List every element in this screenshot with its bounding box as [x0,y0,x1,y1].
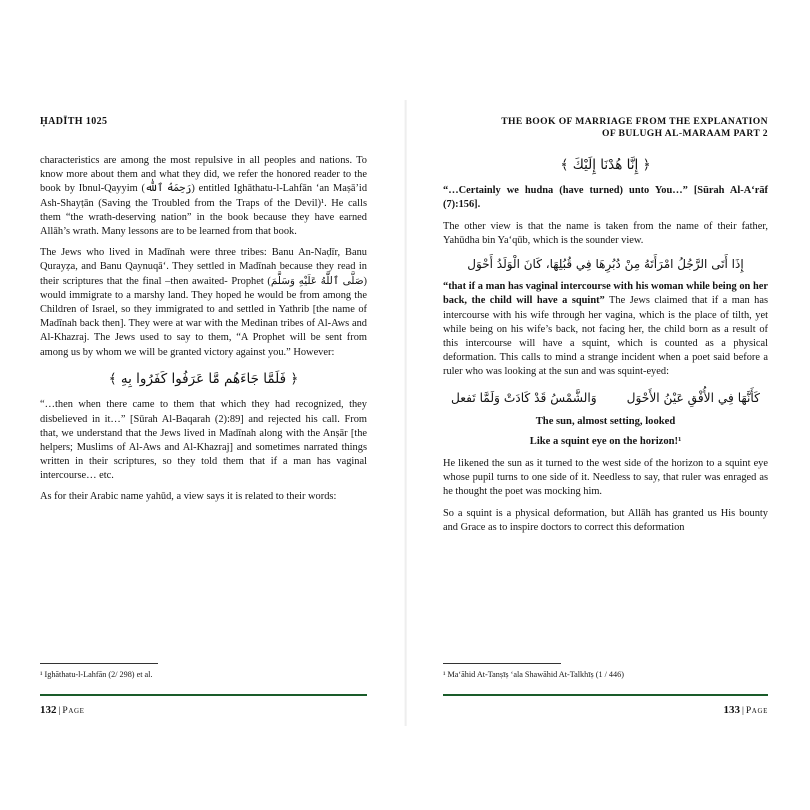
poetry-translation-line-2: Like a squint eye on the horizon!¹ [529,435,682,447]
right-running-head [443,116,768,141]
running-head-line-1: THE BOOK OF MARRIAGE FROM THE EXPLANATION [501,116,768,127]
right-folio: 133 | Page [723,704,768,716]
quran-verse-arabic: ﴿ فَلَمَّا جَاءَهُم مَّا عَرَفُوا كَفَرُوا بِهِ ﴾ [108,370,299,387]
paragraph: He likened the sun as it turned to the west side of the horizon to a squint eye whose pupil turns to one side of it. Needless to say, that ruler was enraged as he thought the poet was mocking him. [443,457,768,498]
footnote-rule [40,663,158,664]
right-footnote-area [443,663,768,680]
verse-translation-paragraph: “…then when there came to them that which they had recognized, they disbelieved in it…” [Sūrah Al-Baqarah (2):89] and rejected his call. From that, we understand that the Jews lived in Madīnah along with the Anṣār [the helpers; Muslims of Al-Aws and Al-Khazraj] and sometimes narrated things written in their scriptures, so they told them that if a man has vaginal intercourse… etc. [40,399,367,482]
final-paragraph: So a squint is a physical deformation, but Allāh has granted us His bounty and Grace as to inspire doctors to correct this deformation [443,507,768,533]
right-folio-word: Page [745,705,768,716]
hadith-arabic: إِذَا أَتَى الرَّجُلُ امْرَأَتَهُ مِنْ دُبُرِهَا فِي قُبُلِهَا، كَانَ الْوَلَدُ أَحْوَل [467,256,744,271]
poetry-arabic [443,389,768,409]
footnote-text: ¹ Ighāthatu-l-Lahfān (2/ 298) et al. [40,669,153,679]
poetry-hemistich-2: كَأَنَّهَا فِي الأُفْقِ عَيْنُ الأَحْوَل [626,390,760,405]
left-page-number: 132 [40,704,57,716]
poetry-hemistich-1: وَالشَّمْسُ قَدْ كَادَتْ وَلَمَّا تَفعل [451,390,597,405]
footnote-text: ¹ Ma‘āhid At-Tanṣīṣ ‘ala Shawāhid At-Talkhīṣ (1 / 446) [443,669,624,679]
right-page-body [443,155,768,535]
top-margin-band [0,0,810,100]
hadith-explanation-rest: The Jews claimed that if a man has intercourse with his wife through her vagina, which is the place of tilth, yet while being on his wife’s back, not facing her, the child born as a result of this intercourse will have a squint, which is counted as a physical deformation. This calls to mind a strange incident when a poet said before a ruler who was looking at the sun and was squint-eyed: [443,295,768,378]
running-head-line-2: OF BULUGH AL-MARAAM PART 2 [601,128,768,140]
poetry-translation-line-1: The sun, almost setting, looked [535,416,676,428]
verse-translation: “…Certainly we hudna (have turned) unto You…” [Sūrah Al-A‘rāf (7):156]. [443,185,768,211]
paragraph: The other view is that the name is taken from the name of their father, Yahūdha bin Ya‘qūb, which is the sounder view. [443,220,768,246]
left-folio-word: Page [62,705,85,716]
right-page [405,100,810,726]
hadith-quote-bold: “that if a man has vaginal intercourse with his woman while being on her back, the child will have a squint” [443,281,768,307]
quran-verse-arabic: ﴿ إِنَّا هُدْنَا إِلَيْكَ ﴾ [560,156,651,173]
right-page-number: 133 [723,704,740,716]
paragraph: The Jews who lived in Madīnah were three tribes: Banu An-Naḍīr, Banu Qurayẓa, and Banu Qaynuqā‘. They settled in Madīnah because they read in their scriptures that the final –then awaited- Prophet (صَلَّى ٱللَّٰهُ عَلَيْهِ وَسَلَّمَ) would immigrate to a marshy land. They hoped he would be from among the Children of Israel, so they immigrated to and settled in Yathrib [the name of Madīnah back then]. They were at war with the Medinan tribes of Al-Aws and Al-Khazraj. The Jews used to say to them, “A Prophet will be sent from among us by whom we will be granted victory against you.” However: [40,247,368,358]
left-footnote-area [40,663,367,680]
footnote-rule [443,663,561,664]
hadith-explanation [443,280,768,379]
paragraph: characteristics are among the most repulsive in all peoples and nations. To know more about them and what they did, we refer the honored reader to the book by Ibnul-Qayyim (رَحِمَهُ ٱللَّٰه) entitled Ighāthatu-l-Lahfān ‘an Maṣā’id Ash-Shayṭān (Saving the Troubled from the Traps of the Devil)¹. He calls them “the wrath-deserving nation” in the book because they have earned Allāh’s wrath. Many lessons are to be learned from that book. [40,155,368,238]
closing-paragraph: As for their Arabic name yahūd, a view says it is related to their words: [40,490,337,502]
left-page [0,100,405,726]
left-running-head: ḤADĪTH 1025 [40,116,108,127]
book-gutter [404,100,407,726]
left-page-body [40,154,367,504]
left-folio-rule [40,694,367,696]
right-folio-rule [443,694,768,696]
left-folio: 132 | Page [40,704,85,716]
bottom-margin-band [0,726,810,810]
